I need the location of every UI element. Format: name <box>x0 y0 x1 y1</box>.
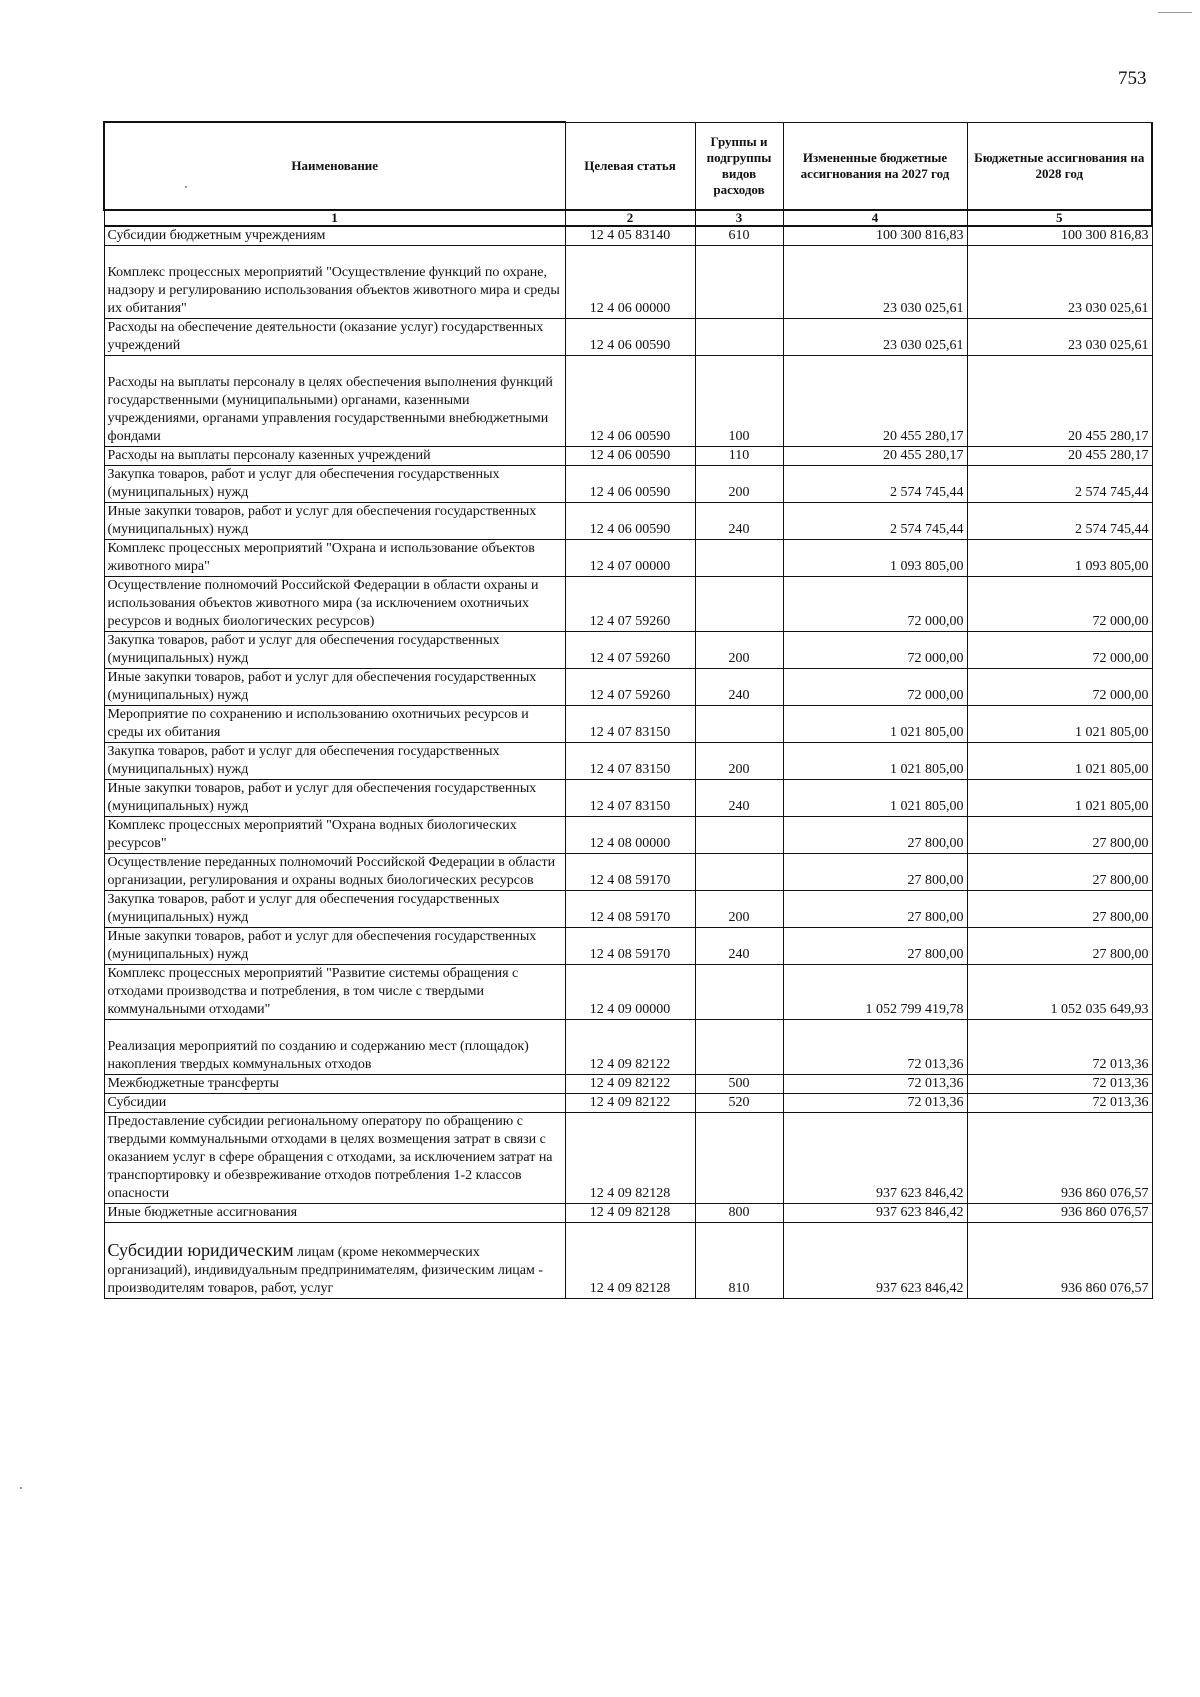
row-amount-2027: 1 093 805,00 <box>783 540 967 577</box>
row-name: Субсидии <box>104 1094 565 1113</box>
table-row <box>104 965 1152 1020</box>
row-amount-2028: 100 300 816,83 <box>967 226 1152 246</box>
row-expense-group: 240 <box>695 503 783 540</box>
table-row <box>104 928 1152 965</box>
row-expense-group: 200 <box>695 466 783 503</box>
scan-speck <box>20 1487 22 1489</box>
row-amount-2028: 1 021 805,00 <box>967 743 1152 780</box>
row-amount-2028: 2 574 745,44 <box>967 466 1152 503</box>
row-target-article: 12 4 06 00590 <box>565 466 695 503</box>
column-number-row <box>104 210 1152 226</box>
row-expense-group <box>695 1113 783 1204</box>
row-target-article: 12 4 07 00000 <box>565 540 695 577</box>
row-amount-2028: 72 013,36 <box>967 1020 1152 1075</box>
row-amount-2027: 27 800,00 <box>783 817 967 854</box>
row-amount-2028: 27 800,00 <box>967 928 1152 965</box>
table-row <box>104 540 1152 577</box>
table-row <box>104 503 1152 540</box>
row-target-article: 12 4 08 00000 <box>565 817 695 854</box>
row-amount-2027: 100 300 816,83 <box>783 226 967 246</box>
row-amount-2028: 27 800,00 <box>967 854 1152 891</box>
row-expense-group: 100 <box>695 356 783 447</box>
row-expense-group: 800 <box>695 1204 783 1223</box>
row-amount-2027: 937 623 846,42 <box>783 1113 967 1204</box>
row-target-article: 12 4 08 59170 <box>565 928 695 965</box>
row-amount-2027: 1 052 799 419,78 <box>783 965 967 1020</box>
row-name: Закупка товаров, работ и услуг для обеспечения государственных (муниципальных) нужд <box>104 891 565 928</box>
row-name: Реализация мероприятий по созданию и содержанию мест (площадок) накопления твердых коммунальных отходов <box>104 1020 565 1075</box>
header-amount-2028: Бюджетные ассигнования на 2028 год <box>967 122 1152 210</box>
row-amount-2027: 23 030 025,61 <box>783 319 967 356</box>
row-amount-2027: 2 574 745,44 <box>783 466 967 503</box>
header-expense-group: Группы и подгруппы видов расходов <box>695 122 783 210</box>
row-amount-2028: 2 574 745,44 <box>967 503 1152 540</box>
row-target-article: 12 4 07 83150 <box>565 743 695 780</box>
table-row <box>104 356 1152 447</box>
row-name: Субсидии юридическим лицам (кроме некоммерческих организаций), индивидуальным предпринимателям, физическим лицам - производителям товаров, работ, услуг <box>104 1223 565 1299</box>
row-amount-2028: 23 030 025,61 <box>967 319 1152 356</box>
row-name: Расходы на обеспечение деятельности (оказание услуг) государственных учреждений <box>104 319 565 356</box>
scan-edge-line <box>1158 12 1192 13</box>
row-name: Комплекс процессных мероприятий "Осуществление функций по охране, надзору и регулированию использования объектов животного мира и среды их обитания" <box>104 246 565 319</box>
row-name: Субсидии бюджетным учреждениям <box>104 226 565 246</box>
row-expense-group: 610 <box>695 226 783 246</box>
row-expense-group <box>695 854 783 891</box>
row-amount-2027: 27 800,00 <box>783 854 967 891</box>
row-expense-group <box>695 817 783 854</box>
row-expense-group: 810 <box>695 1223 783 1299</box>
row-amount-2027: 72 000,00 <box>783 669 967 706</box>
row-amount-2027: 20 455 280,17 <box>783 356 967 447</box>
row-amount-2027: 1 021 805,00 <box>783 780 967 817</box>
row-name: Расходы на выплаты персоналу в целях обеспечения выполнения функций государственными (муниципальными) органами, казенными учреждениями, органами управления государственными внебюджетными фондами <box>104 356 565 447</box>
table-row <box>104 817 1152 854</box>
row-amount-2027: 23 030 025,61 <box>783 246 967 319</box>
row-amount-2028: 936 860 076,57 <box>967 1113 1152 1204</box>
row-amount-2028: 20 455 280,17 <box>967 356 1152 447</box>
table-row <box>104 1113 1152 1204</box>
row-amount-2027: 27 800,00 <box>783 928 967 965</box>
row-target-article: 12 4 07 59260 <box>565 669 695 706</box>
row-expense-group: 240 <box>695 928 783 965</box>
row-expense-group: 240 <box>695 780 783 817</box>
row-expense-group: 500 <box>695 1075 783 1094</box>
row-amount-2027: 937 623 846,42 <box>783 1223 967 1299</box>
row-name: Закупка товаров, работ и услуг для обеспечения государственных (муниципальных) нужд <box>104 632 565 669</box>
row-expense-group <box>695 706 783 743</box>
row-amount-2028: 72 000,00 <box>967 577 1152 632</box>
table-row <box>104 1223 1152 1299</box>
row-target-article: 12 4 09 82128 <box>565 1113 695 1204</box>
header-amount-2027: Измененные бюджетные ассигнования на 2027 год <box>783 122 967 210</box>
row-target-article: 12 4 06 00590 <box>565 447 695 466</box>
table-row <box>104 1094 1152 1113</box>
row-name: Иные закупки товаров, работ и услуг для обеспечения государственных (муниципальных) нужд <box>104 669 565 706</box>
row-expense-group: 200 <box>695 743 783 780</box>
row-amount-2027: 72 013,36 <box>783 1020 967 1075</box>
row-expense-group <box>695 319 783 356</box>
row-name: Комплекс процессных мероприятий "Развитие системы обращения с отходами производства и потребления, в том числе с твердыми коммунальными отходами" <box>104 965 565 1020</box>
budget-table <box>103 121 1153 1299</box>
row-amount-2027: 20 455 280,17 <box>783 447 967 466</box>
row-amount-2027: 1 021 805,00 <box>783 706 967 743</box>
table-row <box>104 577 1152 632</box>
row-name: Предоставление субсидии региональному оператору по обращению с твердыми коммунальными отходами в целях возмещения затрат в связи с оказанием услуг в сфере обращения с отходами, за исключением затрат на транспортировку и обезвреживание отходов потребления 1-2 классов опасности <box>104 1113 565 1204</box>
row-amount-2028: 72 013,36 <box>967 1094 1152 1113</box>
row-target-article: 12 4 06 00000 <box>565 246 695 319</box>
row-amount-2028: 72 000,00 <box>967 669 1152 706</box>
row-target-article: 12 4 07 83150 <box>565 706 695 743</box>
table-row <box>104 1204 1152 1223</box>
row-amount-2027: 27 800,00 <box>783 891 967 928</box>
row-target-article: 12 4 09 82122 <box>565 1075 695 1094</box>
row-amount-2027: 72 000,00 <box>783 577 967 632</box>
table-row <box>104 632 1152 669</box>
row-amount-2028: 72 013,36 <box>967 1075 1152 1094</box>
row-expense-group <box>695 1020 783 1075</box>
row-name: Осуществление полномочий Российской Федерации в области охраны и использования объектов животного мира (за исключением охотничьих ресурсов и водных биологических ресурсов) <box>104 577 565 632</box>
row-amount-2028: 936 860 076,57 <box>967 1223 1152 1299</box>
row-expense-group <box>695 577 783 632</box>
column-number: 2 <box>565 210 695 226</box>
row-name: Расходы на выплаты персоналу казенных учреждений <box>104 447 565 466</box>
row-name: Комплекс процессных мероприятий "Охрана водных биологических ресурсов" <box>104 817 565 854</box>
row-expense-group <box>695 540 783 577</box>
row-name: Комплекс процессных мероприятий "Охрана и использование объектов животного мира" <box>104 540 565 577</box>
header-name: Наименование <box>104 122 565 210</box>
row-name: Иные закупки товаров, работ и услуг для обеспечения государственных (муниципальных) нужд <box>104 503 565 540</box>
row-target-article: 12 4 09 82128 <box>565 1204 695 1223</box>
header-target-article: Целевая статья <box>565 122 695 210</box>
row-target-article: 12 4 09 82128 <box>565 1223 695 1299</box>
table-row <box>104 743 1152 780</box>
row-expense-group: 200 <box>695 632 783 669</box>
row-amount-2028: 72 000,00 <box>967 632 1152 669</box>
row-amount-2027: 72 013,36 <box>783 1075 967 1094</box>
row-target-article: 12 4 07 83150 <box>565 780 695 817</box>
row-target-article: 12 4 08 59170 <box>565 854 695 891</box>
table-row <box>104 447 1152 466</box>
row-amount-2027: 937 623 846,42 <box>783 1204 967 1223</box>
row-amount-2028: 20 455 280,17 <box>967 447 1152 466</box>
row-amount-2027: 72 013,36 <box>783 1094 967 1113</box>
row-amount-2027: 2 574 745,44 <box>783 503 967 540</box>
table-row <box>104 706 1152 743</box>
table-row <box>104 669 1152 706</box>
row-name: Мероприятие по сохранению и использованию охотничьих ресурсов и среды их обитания <box>104 706 565 743</box>
column-number: 5 <box>967 210 1152 226</box>
row-target-article: 12 4 09 82122 <box>565 1020 695 1075</box>
table-row <box>104 1020 1152 1075</box>
row-amount-2028: 23 030 025,61 <box>967 246 1152 319</box>
row-target-article: 12 4 09 00000 <box>565 965 695 1020</box>
table-row <box>104 466 1152 503</box>
row-target-article: 12 4 07 59260 <box>565 577 695 632</box>
row-name: Иные закупки товаров, работ и услуг для обеспечения государственных (муниципальных) нужд <box>104 780 565 817</box>
table-row <box>104 780 1152 817</box>
row-name: Иные бюджетные ассигнования <box>104 1204 565 1223</box>
row-amount-2027: 72 000,00 <box>783 632 967 669</box>
row-name: Иные закупки товаров, работ и услуг для обеспечения государственных (муниципальных) нужд <box>104 928 565 965</box>
page-number: 753 <box>1118 68 1147 89</box>
row-amount-2028: 1 052 035 649,93 <box>967 965 1152 1020</box>
table-row <box>104 1075 1152 1094</box>
row-target-article: 12 4 08 59170 <box>565 891 695 928</box>
row-expense-group: 110 <box>695 447 783 466</box>
table-row <box>104 226 1152 246</box>
row-amount-2028: 27 800,00 <box>967 817 1152 854</box>
row-name: Закупка товаров, работ и услуг для обеспечения государственных (муниципальных) нужд <box>104 466 565 503</box>
row-target-article: 12 4 06 00590 <box>565 356 695 447</box>
table-row <box>104 246 1152 319</box>
row-target-article: 12 4 05 83140 <box>565 226 695 246</box>
table-row <box>104 319 1152 356</box>
header-row <box>104 122 1152 210</box>
row-target-article: 12 4 06 00590 <box>565 503 695 540</box>
row-name: Осуществление переданных полномочий Российской Федерации в области организации, регулирования и охраны водных биологических ресурсов <box>104 854 565 891</box>
row-amount-2028: 936 860 076,57 <box>967 1204 1152 1223</box>
row-expense-group <box>695 965 783 1020</box>
row-amount-2028: 1 093 805,00 <box>967 540 1152 577</box>
row-target-article: 12 4 07 59260 <box>565 632 695 669</box>
row-amount-2028: 1 021 805,00 <box>967 706 1152 743</box>
row-expense-group: 200 <box>695 891 783 928</box>
row-amount-2028: 27 800,00 <box>967 891 1152 928</box>
row-target-article: 12 4 06 00590 <box>565 319 695 356</box>
column-number: 3 <box>695 210 783 226</box>
column-number: 4 <box>783 210 967 226</box>
row-amount-2027: 1 021 805,00 <box>783 743 967 780</box>
row-amount-2028: 1 021 805,00 <box>967 780 1152 817</box>
row-name: Закупка товаров, работ и услуг для обеспечения государственных (муниципальных) нужд <box>104 743 565 780</box>
row-expense-group: 240 <box>695 669 783 706</box>
column-number: 1 <box>104 210 565 226</box>
row-expense-group <box>695 246 783 319</box>
row-name: Межбюджетные трансферты <box>104 1075 565 1094</box>
table-row <box>104 854 1152 891</box>
row-target-article: 12 4 09 82122 <box>565 1094 695 1113</box>
table-row <box>104 891 1152 928</box>
row-expense-group: 520 <box>695 1094 783 1113</box>
